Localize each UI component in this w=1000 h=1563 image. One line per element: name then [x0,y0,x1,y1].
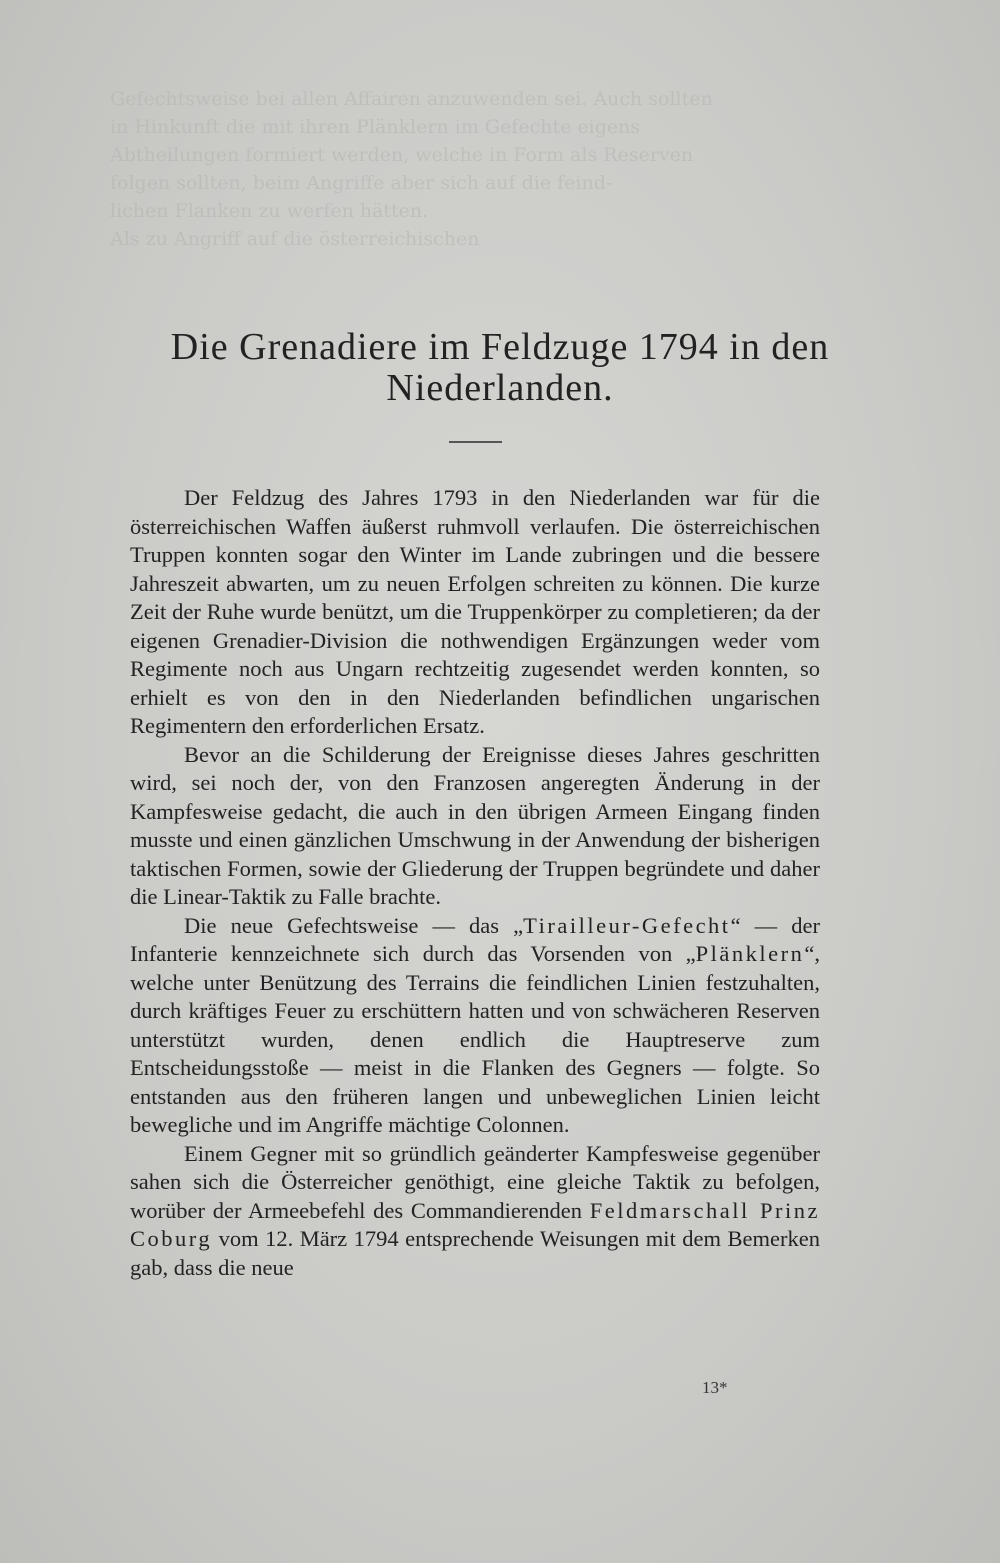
text-run: vom 12. März 1794 entsprechende Weisungen mit dem Bemerken gab, dass die neue [130,1226,820,1280]
chapter-title-line-2: Niederlanden. [386,367,614,409]
paragraph-2: Bevor an die Schilderung der Ereignisse dieses Jahres geschritten wird, sei noch der, von den Franzosen angeregten Änderung in der Kampfesweise gedacht, die auch in den übrigen Armeen Eingang finden musste und einen gänzlichen Umschwung in der Anwendung der bisherigen taktischen Formen, sowie der Gliederung der Truppen begründete und daher die Linear-Taktik zu Falle brachte. [130,741,820,909]
text-run: “, welche unter Benützung des Terrains die feindlichen Linien festzuhalten, durch kräftiges Feuer zu erschüttern hatten und von schwächeren Reserven unterstützt wurden, denen endlich die Hauptreserve zum Entscheidungsstoße — meist in die Flanken des Gegners — folgte. So entstanden aus den früheren langen und unbeweglichen Linien leicht bewegliche und im Angriffe mächtige Colonnen. [130,941,820,1137]
title-divider [449,441,502,443]
paragraph-1: Der Feldzug des Jahres 1793 in den Niederlanden war für die österreichischen Waffen äußerst ruhmvoll verlaufen. Die österreichischen Truppen konnten sogar den Winter im Lande zubringen und die bessere Jahreszeit abwarten, um zu neuen Erfolgen schreiten zu können. Die kurze Zeit der Ruhe wurde benützt, um die Truppenkörper zu completieren; da der eigenen Grenadier-Division die nothwendigen Ergänzungen weder vom Regimente noch aus Ungarn rechtzeitig zugesendet werden konnten, so erhielt es von den in den Niederlanden befindlichen ungarischen Regimentern den erforderlichen Ersatz. [130,485,820,738]
paragraph-4 [130,1140,820,1283]
spaced-term: Plänklern [695,941,805,966]
chapter-title-line-1: Die Grenadiere im Feldzuge 1794 in den [170,326,830,368]
bleed-through-text: Gefechtsweise bei allen Affairen anzuwenden sei. Auch sollten in Hinkunft die mit ihren Plänklern im Gefechte eigens Abtheilungen formiert werden, welche in Form als Reserven folgen sollten, beim Angriffe aber sich auf die feind- lichen Flanken zu werfen hätten. Als zu Angriff auf die österreichischen [110,88,713,250]
spaced-term: Tirailleur-Gefecht [523,912,731,938]
body-text [130,484,820,1282]
spaced-name: Feldmarschall Prinz Coburg [130,1197,820,1251]
paragraph-3 [130,912,820,1140]
text-run: “ — der Infanterie kennzeichnete sich durch das Vorsenden von „ [130,912,820,966]
signature-mark: 13* [702,1378,728,1397]
text-run: Einem Gegner mit so gründlich geänderter Kampfesweise gegenüber sahen sich die Österreicher genöthigt, eine gleiche Taktik zu befolgen, worüber der Armeebefehl des Commandierenden [130,1140,820,1223]
text-run: Die neue Gefechtsweise — das „ [184,912,524,938]
